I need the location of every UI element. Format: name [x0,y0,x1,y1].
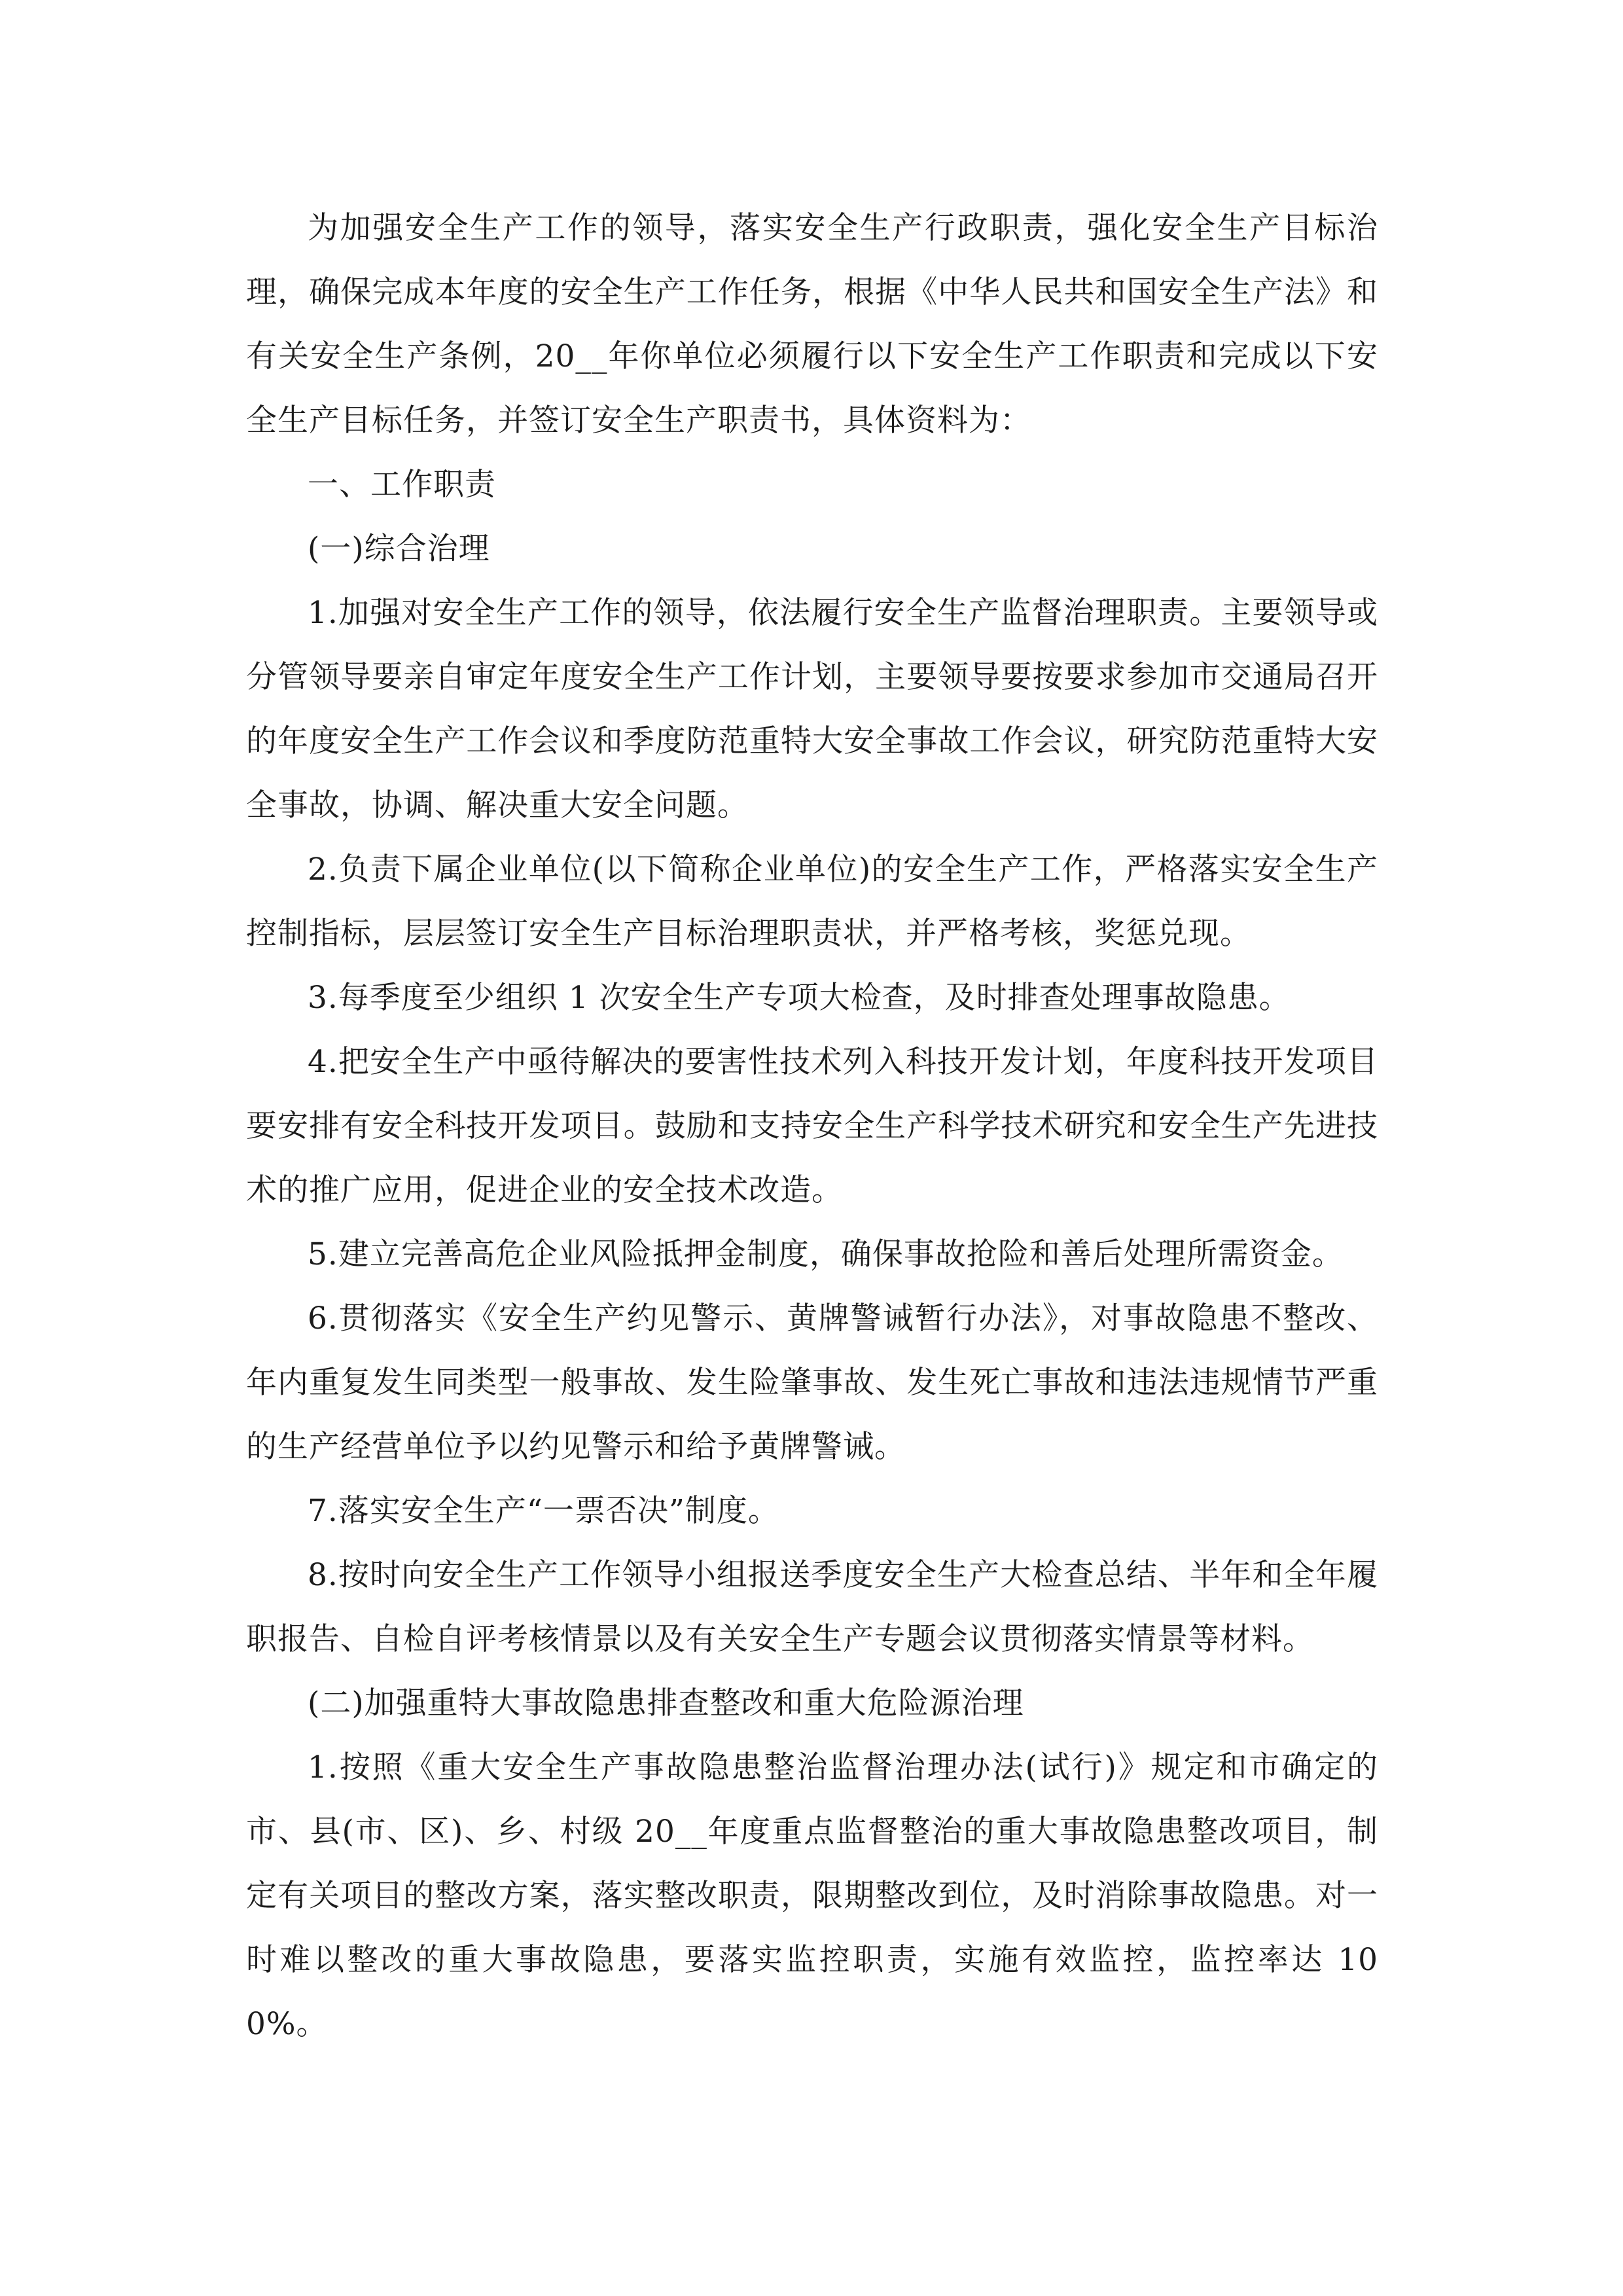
item-1-hazard-projects: 1.按照《重大安全生产事故隐患整治监督治理办法(试行)》规定和市确定的市、县(市、区)、乡、村级 20__年度重点监督整治的重大事故隐患整改项目，制定有关项目的整改方案，落实整改职责，限期整改到位，及时消除事故隐患。对一时难以整改的重大事故隐患，要落实监控职责，实施有效监控，监控率达 100%。 [246,1749,1378,2042]
item-6-warnings: 6.贯彻落实《安全生产约见警示、黄牌警诫暂行办法》，对事故隐患不整改、年内重复发生同类型一般事故、发生险肇事故、发生死亡事故和违法违规情节严重的生产经营单位予以约见警示和给予黄牌警诫。 [246,1300,1378,1465]
document-body [246,196,1378,2056]
item-4-technology: 4.把安全生产中亟待解决的要害性技术列入科技开发计划，年度科技开发项目要安排有安全科技开发项目。鼓励和支持安全生产科学技术研究和安全生产先进技术的推广应用，促进企业的安全技术改造。 [246,1044,1378,1208]
subsection-heading-hazard-rectification: (二)加强重特大事故隐患排查整改和重大危险源治理 [308,1685,1024,1721]
item-1-leadership: 1.加强对安全生产工作的领导，依法履行安全生产监督治理职责。主要领导或分管领导要亲自审定年度安全生产工作计划，主要领导要按要求参加市交通局召开的年度安全生产工作会议和季度防范重特大安全事故工作会议，研究防范重特大安全事故，协调、解决重大安全问题。 [246,595,1378,823]
item-5-risk-deposit: 5.建立完善高危企业风险抵押金制度，确保事故抢险和善后处理所需资金。 [308,1236,1344,1272]
item-3-quarterly-inspection: 3.每季度至少组织 1 次安全生产专项大检查，及时排查处理事故隐患。 [308,980,1291,1016]
item-2-subordinate-units: 2.负责下属企业单位(以下简称企业单位)的安全生产工作，严格落实安全生产控制指标，层层签订安全生产目标治理职责状，并严格考核，奖惩兑现。 [246,852,1378,952]
section-heading-work-duties: 一、工作职责 [308,467,496,503]
intro-paragraph: 为加强安全生产工作的领导，落实安全生产行政职责，强化安全生产目标治理，确保完成本年度的安全生产工作任务，根据《中华人民共和国安全生产法》和有关安全生产条例，20__年你单位必须履行以下安全生产工作职责和完成以下安全生产目标任务，并签订安全生产职责书，具体资料为： [246,210,1378,439]
subsection-heading-comprehensive-management: (一)综合治理 [308,531,490,567]
item-8-reporting: 8.按时向安全生产工作领导小组报送季度安全生产大检查总结、半年和全年履职报告、自检自评考核情景以及有关安全生产专题会议贯彻落实情景等材料。 [246,1557,1378,1657]
item-7-veto-system: 7.落实安全生产“一票否决”制度。 [308,1493,779,1529]
